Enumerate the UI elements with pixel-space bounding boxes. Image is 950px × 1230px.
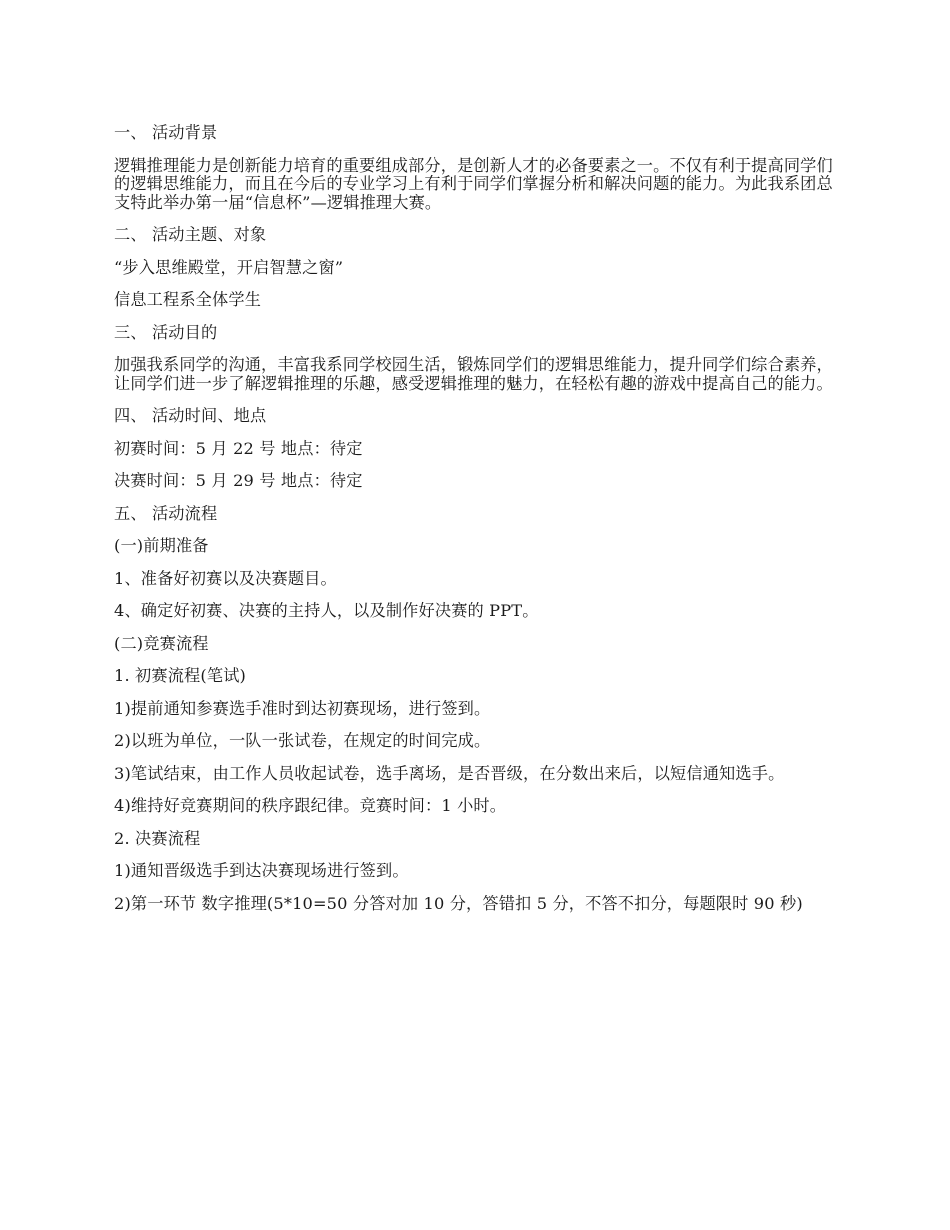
preliminary-step: 4)维持好竞赛期间的秩序跟纪律。竞赛时间：1 小时。 — [114, 796, 507, 815]
preparation-item: 4、确定好初赛、决赛的主持人，以及制作好决赛的 PPT。 — [114, 601, 539, 620]
theme-slogan: “步入思维殿堂，开启智慧之窗” — [114, 257, 344, 277]
purpose-paragraph: 加强我系同学的沟通，丰富我系同学校园生活，锻炼同学们的逻辑思维能力，提升同学们综合素养，让同学们进一步了解逻辑推理的乐趣，感受逻辑推理的魅力，在轻松有趣的游戏中提高自己的能力。 — [114, 355, 833, 393]
subheading-competition: (二)竞赛流程 — [114, 633, 209, 653]
section-heading-background: 一、 活动背景 — [114, 123, 218, 142]
document-page — [114, 124, 840, 927]
preparation-item: 1、准备好初赛以及决赛题目。 — [114, 568, 337, 588]
subheading-preparation: (一)前期准备 — [114, 536, 209, 555]
final-step: 1)通知晋级选手到达决赛现场进行签到。 — [114, 861, 409, 880]
target-audience: 信息工程系全体学生 — [114, 290, 262, 309]
background-paragraph: 逻辑推理能力是创新能力培育的重要组成部分，是创新人才的必备要素之一。不仅有利于提高同学们的逻辑思维能力，而且在今后的专业学习上有利于同学们掌握分析和解决问题的能力。为此我系团总支特此举办第一届“信息杯”—逻辑推理大赛。 — [114, 155, 833, 212]
section-heading-time-place: 四、 活动时间、地点 — [114, 406, 267, 425]
preliminary-process-heading: 1. 初赛流程(笔试) — [114, 666, 246, 685]
preliminary-step: 3)笔试结束，由工作人员收起试卷，选手离场，是否晋级，在分数出来后，以短信通知选手。 — [114, 763, 785, 783]
final-step: 2)第一环节 数字推理(5*10=50 分答对加 10 分，答错扣 5 分，不答不扣分，每题限时 90 秒) — [114, 893, 803, 913]
section-heading-theme: 二、 活动主题、对象 — [114, 225, 267, 244]
preliminary-step: 1)提前通知参赛选手准时到达初赛现场，进行签到。 — [114, 698, 491, 718]
section-heading-purpose: 三、 活动目的 — [114, 322, 218, 342]
preliminary-step: 2)以班为单位，一队一张试卷，在规定的时间完成。 — [114, 731, 491, 750]
final-time: 决赛时间：5 月 29 号 地点：待定 — [114, 471, 363, 490]
section-heading-process: 五、 活动流程 — [114, 503, 218, 523]
preliminary-time: 初赛时间：5 月 22 号 地点：待定 — [114, 438, 363, 458]
final-process-heading: 2. 决赛流程 — [114, 828, 201, 848]
